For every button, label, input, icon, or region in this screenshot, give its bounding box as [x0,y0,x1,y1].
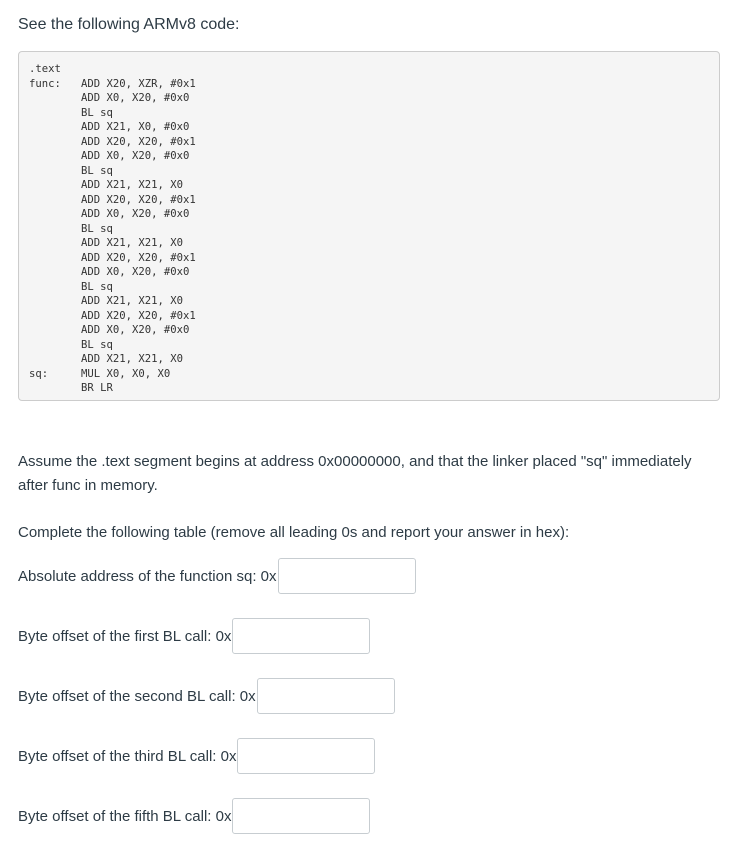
code-label [29,207,81,222]
code-line [29,120,719,135]
code-line [29,178,719,193]
question-second-bl [18,678,395,714]
code-label [29,91,81,106]
question-label: Byte offset of the second BL call: 0x [18,687,256,705]
code-line [29,222,719,237]
question-third-bl [18,738,375,774]
code-line [29,251,719,266]
third-bl-offset-input[interactable] [237,738,375,774]
code-instruction: ADD X21, X21, X0 [81,353,184,365]
code-instruction: ADD X21, X21, X0 [81,179,184,191]
code-line [29,164,719,179]
code-line [29,265,719,280]
instructions-text: Complete the following table (remove all leading 0s and report your answer in hex): [18,524,570,541]
intro-text: See the following ARMv8 code: [18,16,240,33]
sq-address-input[interactable] [278,558,416,594]
code-label [29,309,81,324]
assumption-text: Assume the .text segment begins at address 0x00000000, and that the linker placed "sq" immediately after func in memory. [18,453,692,494]
code-instruction: ADD X20, X20, #0x1 [81,135,196,148]
code-label [29,280,81,295]
code-label [29,381,81,396]
code-instruction [81,62,719,77]
question-label: Byte offset of the first BL call: 0x [18,627,232,645]
question-fifth-bl [18,798,370,834]
code-instruction: ADD X20, X20, #0x1 [81,309,196,322]
code-instruction: BL sq [81,222,113,235]
question-first-bl [18,618,370,654]
code-line [29,91,719,106]
code-line [29,338,719,353]
code-line [29,367,719,382]
code-label [29,164,81,179]
code-instruction: ADD X20, XZR, #0x1 [81,77,196,90]
code-label [29,265,81,280]
code-label: func: [29,77,61,90]
code-instruction: ADD X21, X21, X0 [81,237,184,249]
code-line [29,323,719,338]
code-line [29,77,719,92]
code-line [29,207,719,222]
code-line [29,135,719,150]
fifth-bl-offset-input[interactable] [232,798,370,834]
code-label [29,193,81,208]
code-instruction: ADD X0, X20, #0x0 [81,324,190,336]
code-instruction: ADD X0, X20, #0x0 [81,208,190,220]
code-instruction: BL sq [81,164,113,177]
code-instruction: ADD X0, X20, #0x0 [81,266,190,278]
code-instruction: BL sq [81,106,113,119]
code-instruction: ADD X21, X21, X0 [81,295,184,307]
code-label [29,135,81,150]
code-instruction: BL sq [81,280,113,293]
code-instruction: ADD X20, X20, #0x1 [81,251,196,264]
question-label: Byte offset of the fifth BL call: 0x [18,807,232,825]
code-line [29,352,719,367]
code-line [29,149,719,164]
question-label: Absolute address of the function sq: 0x [18,567,277,585]
code-label [29,251,81,266]
code-line [29,193,719,208]
second-bl-offset-input[interactable] [257,678,395,714]
code-line [29,381,719,396]
code-instruction: ADD X21, X0, #0x0 [81,121,190,133]
first-bl-offset-input[interactable] [232,618,370,654]
code-instruction: BL sq [81,338,113,351]
code-label [29,294,81,309]
code-label: .text [29,63,61,75]
code-label [29,323,81,338]
code-label [29,352,81,367]
question-sq-address [18,558,416,594]
code-instruction: ADD X0, X20, #0x0 [81,150,190,162]
code-line [29,106,719,121]
code-label [29,338,81,353]
code-line [29,294,719,309]
code-line [29,236,719,251]
code-instruction: MUL X0, X0, X0 [81,367,171,380]
code-label [29,149,81,164]
code-label [29,236,81,251]
code-block [18,51,720,401]
code-label [29,222,81,237]
code-line [29,62,719,77]
code-label [29,120,81,135]
code-line [29,280,719,295]
code-instruction: ADD X20, X20, #0x1 [81,193,196,206]
code-label: sq: [29,367,49,380]
code-instruction: BR LR [81,382,113,394]
code-line [29,309,719,324]
code-instruction: ADD X0, X20, #0x0 [81,92,190,104]
code-label [29,178,81,193]
code-label [29,106,81,121]
question-label: Byte offset of the third BL call: 0x [18,747,237,765]
